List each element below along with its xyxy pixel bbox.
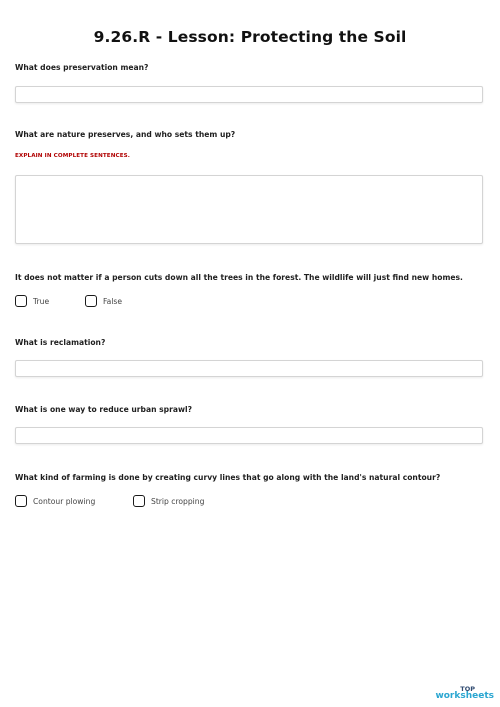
logo-bottom-text: worksheets xyxy=(435,691,494,701)
topworksheets-logo xyxy=(435,686,494,702)
option-false-label: False xyxy=(103,296,123,306)
option-strip-cropping[interactable] xyxy=(133,495,204,507)
answer-input-reclamation[interactable] xyxy=(15,360,483,377)
option-true[interactable] xyxy=(15,295,49,307)
answer-textarea-nature-preserves[interactable] xyxy=(15,175,483,244)
page-title: 9.26.R - Lesson: Protecting the Soil xyxy=(93,28,407,46)
question-trees-wildlife: It does not matter if a person cuts down all the trees in the forest. The wildlife will just find new homes. xyxy=(15,273,463,282)
logo-top-text: TOP xyxy=(460,684,475,693)
question-reclamation: What is reclamation? xyxy=(15,338,106,347)
question-nature-preserves: What are nature preserves, and who sets them up? xyxy=(15,130,236,139)
instruction-note: EXPLAIN IN COMPLETE SENTENCES. xyxy=(15,153,130,159)
checkbox-strip-cropping[interactable] xyxy=(133,495,145,507)
option-true-label: True xyxy=(33,296,50,306)
option-strip-cropping-label: Strip cropping xyxy=(151,496,205,506)
answer-input-preservation[interactable] xyxy=(15,86,483,103)
checkbox-true[interactable] xyxy=(15,295,27,307)
option-false[interactable] xyxy=(85,295,122,307)
option-contour-plowing[interactable] xyxy=(15,495,95,507)
question-urban-sprawl: What is one way to reduce urban sprawl? xyxy=(15,405,192,414)
checkbox-false[interactable] xyxy=(85,295,97,307)
question-farming: What kind of farming is done by creating curvy lines that go along with the land's natural contour? xyxy=(15,473,441,482)
option-contour-plowing-label: Contour plowing xyxy=(33,496,96,506)
answer-input-urban-sprawl[interactable] xyxy=(15,427,483,444)
question-preservation: What does preservation mean? xyxy=(15,63,149,72)
checkbox-contour-plowing[interactable] xyxy=(15,495,27,507)
